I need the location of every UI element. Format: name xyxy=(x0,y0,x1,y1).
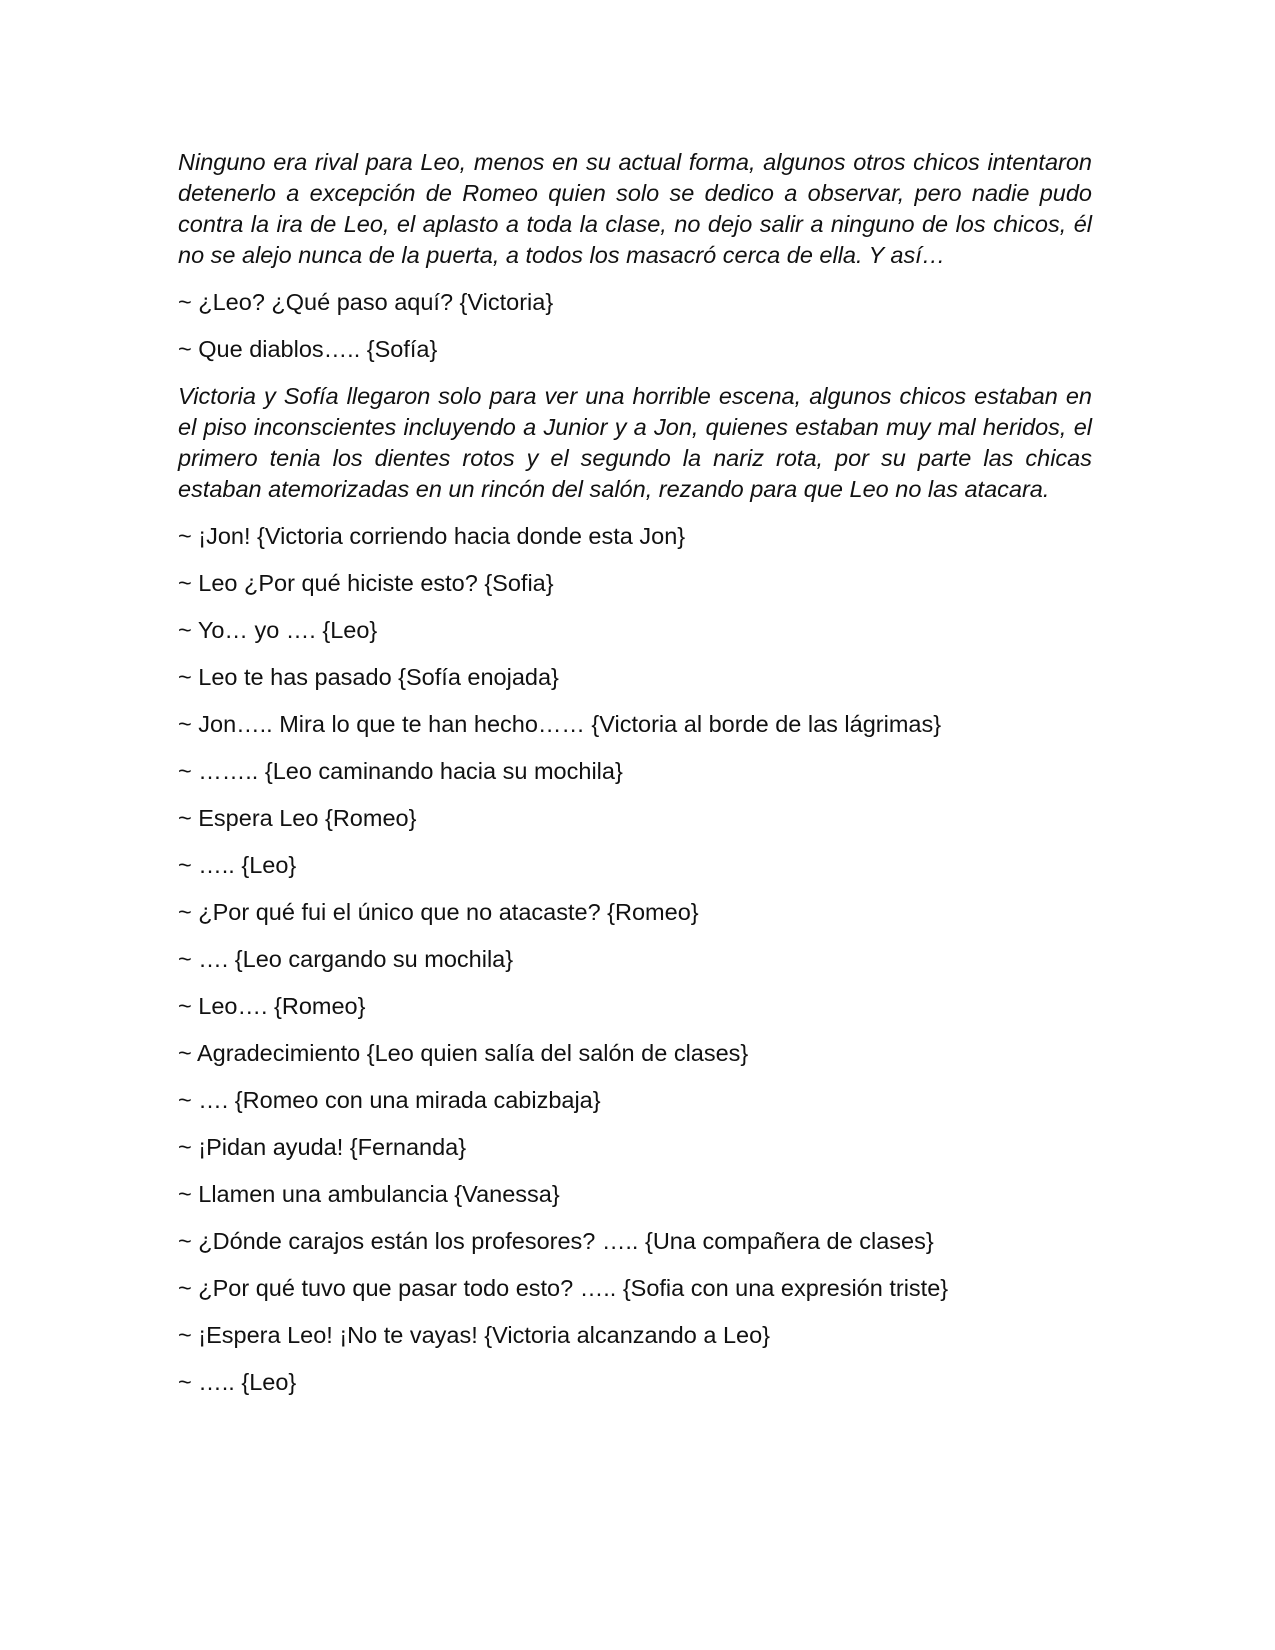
dialogue-line: ~ Espera Leo {Romeo} xyxy=(178,805,417,831)
dialogue-line: ~ …. {Romeo con una mirada cabizbaja} xyxy=(178,1087,601,1113)
dialogue-line: ~ Jon….. Mira lo que te han hecho…… {Victoria al borde de las lágrimas} xyxy=(178,711,942,737)
narration-paragraph: Victoria y Sofía llegaron solo para ver una horrible escena, algunos chicos estaban en el piso inconscientes incluyendo a Junior y a Jon, quienes estaban muy mal heridos, el primero tenia los dientes rotos y el segundo la nariz rota, por su parte las chicas estaban atemorizadas en un rincón del salón, rezando para que Leo no las atacara. xyxy=(178,383,1092,502)
dialogue-line: ~ Llamen una ambulancia {Vanessa} xyxy=(178,1181,560,1207)
narration-paragraph: Ninguno era rival para Leo, menos en su actual forma, algunos otros chicos intentaron detenerlo a excepción de Romeo quien solo se dedico a observar, pero nadie pudo contra la ira de Leo, el aplasto a toda la clase, no dejo salir a ninguno de los chicos, él no se alejo nunca de la puerta, a todos los masacró cerca de ella. Y así… xyxy=(178,149,1092,268)
dialogue-line: ~ ¡Espera Leo! ¡No te vayas! {Victoria alcanzando a Leo} xyxy=(178,1322,771,1348)
document-page xyxy=(178,147,1092,1414)
dialogue-line: ~ ¿Dónde carajos están los profesores? ….. {Una compañera de clases} xyxy=(178,1228,934,1254)
dialogue-line: ~ …. {Leo cargando su mochila} xyxy=(178,946,514,972)
dialogue-line: ~ …….. {Leo caminando hacia su mochila} xyxy=(178,758,623,784)
dialogue-line: ~ ¡Pidan ayuda! {Fernanda} xyxy=(178,1134,467,1160)
dialogue-line: ~ ….. {Leo} xyxy=(178,1369,297,1395)
dialogue-line: ~ Que diablos….. {Sofía} xyxy=(178,336,438,362)
dialogue-line: ~ Yo… yo …. {Leo} xyxy=(178,617,378,643)
dialogue-line: ~ ¿Por qué fui el único que no atacaste? {Romeo} xyxy=(178,899,699,925)
dialogue-line: ~ Agradecimiento {Leo quien salía del salón de clases} xyxy=(178,1040,749,1066)
dialogue-line: ~ Leo…. {Romeo} xyxy=(178,993,366,1019)
dialogue-line: ~ ¿Leo? ¿Qué paso aquí? {Victoria} xyxy=(178,289,554,315)
dialogue-line: ~ Leo te has pasado {Sofía enojada} xyxy=(178,664,559,690)
dialogue-line: ~ ….. {Leo} xyxy=(178,852,297,878)
dialogue-line: ~ Leo ¿Por qué hiciste esto? {Sofia} xyxy=(178,570,554,596)
dialogue-line: ~ ¡Jon! {Victoria corriendo hacia donde esta Jon} xyxy=(178,523,686,549)
dialogue-line: ~ ¿Por qué tuvo que pasar todo esto? ….. {Sofia con una expresión triste} xyxy=(178,1275,949,1301)
